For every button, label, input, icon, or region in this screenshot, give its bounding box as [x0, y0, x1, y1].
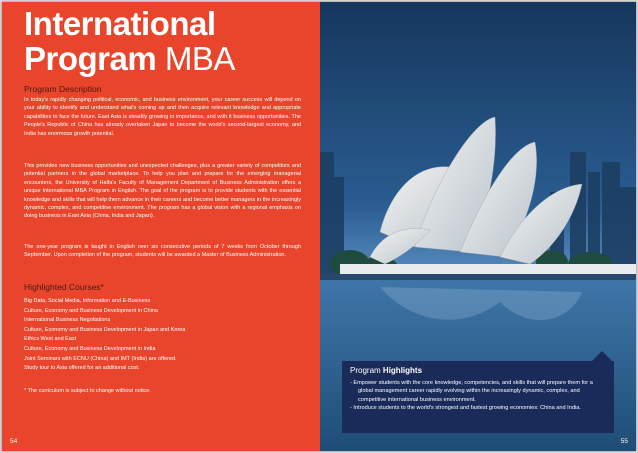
course-item: International Business Negotiations [24, 317, 111, 324]
title-program: Program [24, 40, 157, 77]
left-page [2, 2, 320, 451]
highlights-title-prefix: Program [350, 366, 381, 375]
program-highlights-title [350, 366, 422, 375]
title-line-1: International [24, 5, 216, 42]
description-paragraph-1: In today's rapidly changing political, economic, and business environment, your career success will depend on your ability to identify and understand what's coming up and then acquire relevant knowledge and appropriate capabilities to face the future. East Asia is steadily growing in importance, and with it business opportunities. The People's Republic of China has already overtaken Japan to become the world's second-largest economy, and India has enormous growth potential. [24, 97, 301, 137]
program-description-heading: Program Description [24, 84, 102, 94]
right-page [320, 2, 636, 451]
page-number-right: 55 [620, 438, 628, 445]
page-number-left: 54 [10, 438, 18, 445]
description-paragraph-3: The one-year program is taught in English over six consecutive periods of 7 weeks from October through September. Upon completion of the program, students will be awarded a Master of Business Administration. [24, 244, 301, 259]
brochure-spread [2, 2, 636, 451]
courses-list [24, 297, 185, 374]
program-highlights-box [342, 361, 614, 433]
course-item: Ethics West and East [24, 336, 77, 343]
course-item: Culture, Economy and Business Development in China [24, 307, 158, 314]
highlights-title-bold: Highlights [382, 366, 423, 375]
course-item: Culture, Economy and Business Development in India [24, 345, 156, 352]
highlight-item: - Empower students with the core knowledge, competencies, and skills that will prepare them for a global management career rapidly evolving within the increasingly dynamic, complex, and competitive international business environment. [350, 380, 593, 403]
curriculum-note: * The curriculum is subject to change without notice. [24, 388, 151, 394]
highlight-item: - Introduce students to the world's strongest and fastest growing economies: China and India. [350, 404, 581, 411]
course-item: Joint Seminars with ECNU (China) and IMT (India) are offered. [24, 355, 177, 362]
title-mba: MBA [164, 40, 235, 77]
course-item: Big Data, Social Media, Information and E-Business [24, 298, 151, 304]
highlights-list [350, 379, 608, 412]
course-item: Study tour to Asia offered for an additional cost. [24, 365, 140, 372]
title-line-2 [24, 42, 235, 76]
description-paragraph-2: This provides new business opportunities and unexpected challenges, plus a greater variety of competitors and potential partners in the global marketplace. To help you plan and prepare for the emerging managerial encounters, the University of Haifa's Faculty of Management Department of Business Administration offers a unique International MBA Program in English. The goal of the program is to provide students with the essential knowledge and skills that will help them advance in their careers and become better managers in the increasingly dynamic, complex, and competitive environment. The program has a global vision with a regional emphasis on doing business in East Asia (China, India and Japan). [24, 163, 301, 220]
course-item: Culture, Economy and Business Development in Japan and Korea [24, 326, 186, 333]
highlighted-courses-heading: Highlighted Courses* [24, 282, 104, 292]
highlights-box-tab [592, 351, 612, 361]
